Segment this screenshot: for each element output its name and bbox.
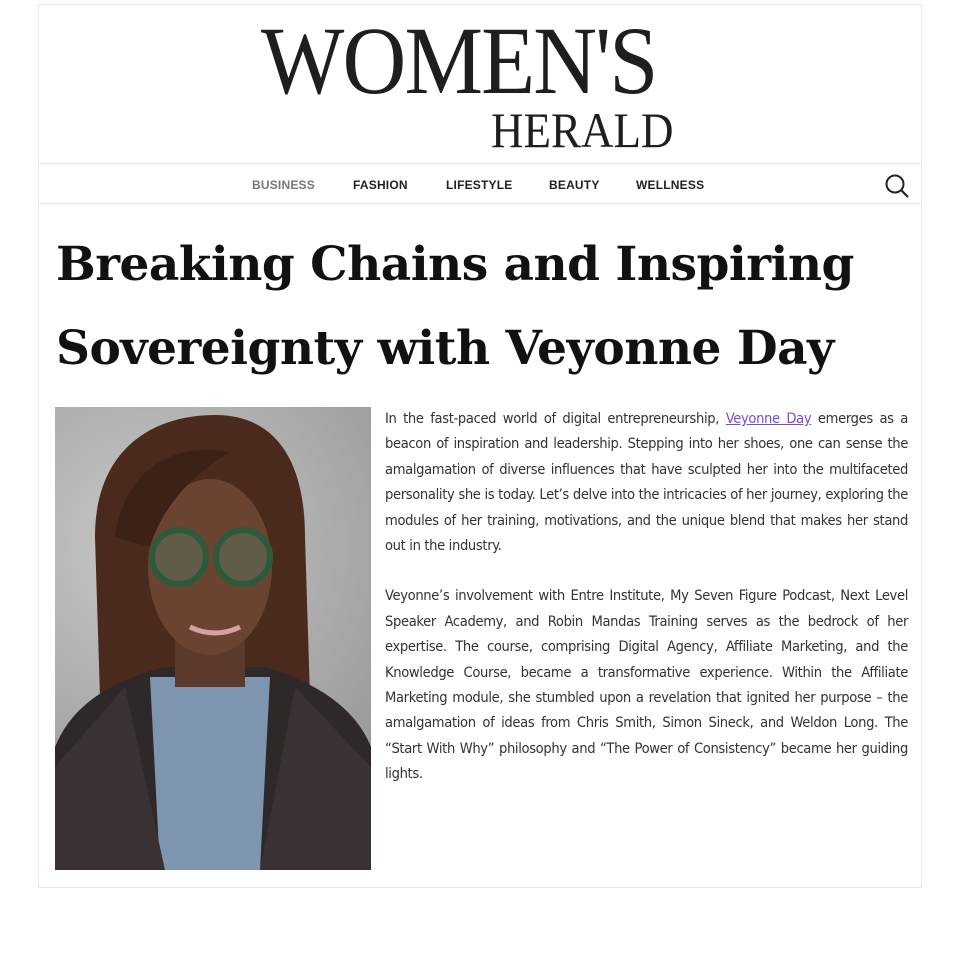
paragraph-1 (385, 406, 908, 558)
p1-text: In the fast-paced world of digital entrepreneurship, (385, 410, 726, 427)
nav-beauty[interactable]: BEAUTY (549, 178, 600, 192)
author-link[interactable]: Veyonne Day (725, 410, 812, 427)
paragraph-2: Veyonne’s involvement with Entre Institute, My Seven Figure Podcast, Next Level Speaker Academy, and Robin Mandas Training serves as the bedrock of her expertise. The course, comprising Digital Agency, Affiliate Marketing, and the Knowledge Course, became a transformative experience. Within the Affiliate Marketing module, she stumbled upon a revelation that ignited her purpose – the amalgamation of ideas from Chris Smith, Simon Sineck, and Weldon Long. The “Start With Why” philosophy and “The Power of Consistency” became her guiding lights. (385, 587, 908, 783)
nav-business[interactable]: BUSINESS (252, 178, 315, 192)
author-photo (55, 407, 371, 870)
nav-lifestyle[interactable]: LIFESTYLE (446, 178, 513, 192)
nav-wellness[interactable]: WELLNESS (636, 178, 705, 192)
page-frame (38, 4, 922, 888)
logo-line1[interactable]: WOMEN'S (261, 7, 657, 114)
search-icon[interactable] (884, 173, 910, 199)
nav-fashion[interactable]: FASHION (353, 178, 408, 192)
masthead (39, 5, 921, 164)
nav-bar (39, 165, 921, 204)
logo-line2[interactable]: HERALD (491, 102, 674, 158)
article-body (385, 406, 908, 812)
article-title: Breaking Chains and Inspiring Sovereignty with Veyonne Day (56, 237, 854, 376)
p1-text-rest: emerges as a beacon of inspiration and leadership. Stepping into her shoes, one can sense the amalgamation of diverse influences that have sculpted her into the multifaceted personality she is today. Let’s delve into the intricacies of her journey, exploring the modules of her training, motivations, and the unique blend that makes her stand out in the industry. (385, 410, 908, 555)
